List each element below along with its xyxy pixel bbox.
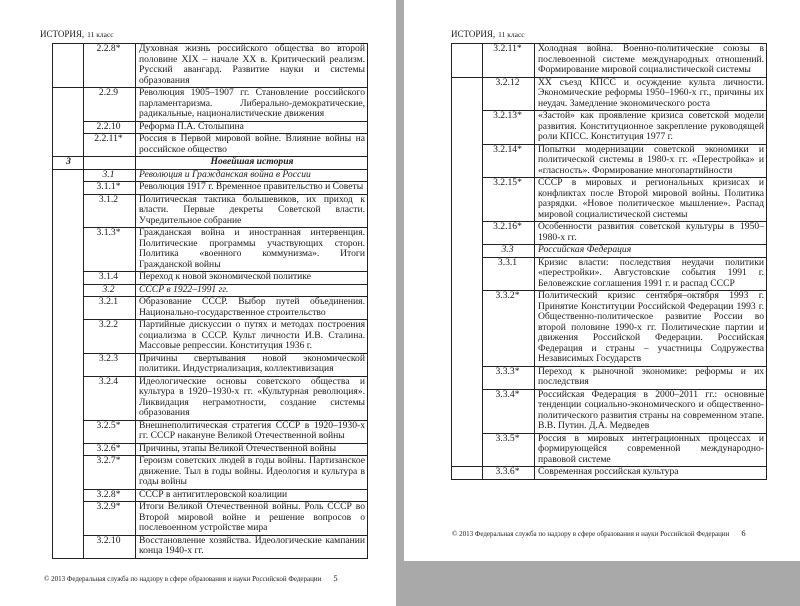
curriculum-table	[451, 43, 767, 480]
table-row	[53, 121, 368, 134]
topic-number: 3.3.4*	[483, 389, 535, 433]
section-code	[53, 456, 84, 490]
topic-description: Духовная жизнь российского общества во второй половине XIX – начале XX в. Критический реализм. Русский авангард. Развитие науки и системы образования	[136, 44, 368, 88]
topic-description: Российская Федерация	[535, 245, 767, 258]
topic-description: Внешнеполитическая стратегия СССР в 1920–1930-х гг. СССР накануне Великой Отечественной войны	[136, 420, 368, 443]
section-code	[53, 297, 84, 320]
header-subject: ИСТОРИЯ,	[451, 29, 496, 39]
section-code	[53, 194, 84, 228]
table-row	[452, 291, 767, 367]
table-row	[452, 245, 767, 258]
topic-description: Образование СССР. Выбор путей объединения. Национально-государственное строительство	[136, 297, 368, 320]
topic-description: Героизм советских людей в годы войны. Партизанское движение. Тыл в годы войны. Идеология и культура в годы войны	[136, 456, 368, 490]
topic-description: СССР в антигитлеровской коалиции	[136, 489, 368, 502]
topic-number: 3.2.14*	[483, 144, 535, 178]
copyright-footer: © 2013 Федеральная служба по надзору в сфере образования и науки Российской Федерации	[452, 530, 730, 538]
topic-number: 3.3	[483, 245, 535, 258]
table-row	[53, 194, 368, 228]
section-code	[452, 77, 483, 111]
table-row	[53, 297, 368, 320]
topic-description: Россия в мировых интеграционных процессах и формирующейся современной международно-правовой системе	[535, 433, 767, 467]
table-row	[53, 376, 368, 420]
curriculum-table	[52, 43, 368, 559]
topic-description: Россия в Первой мировой войне. Влияние войны на российское общество	[136, 134, 368, 157]
table-row	[53, 353, 368, 376]
table-row	[53, 535, 368, 558]
topic-description: Попытки модернизации советской экономики и политической системы в 1980-х гг. «Перестройка» и «гласность». Формирование многопартийности	[535, 144, 767, 178]
topic-description: Новейшая история	[136, 157, 368, 170]
section-code	[53, 272, 84, 285]
topic-number: 3.3.2*	[483, 291, 535, 367]
topic-description: Переход к новой экономической политике	[136, 272, 368, 285]
topic-description: Гражданская война и иностранная интервенция. Политические программы участвующих сторон. Политика «военного коммунизма». Итоги Гражданской войны	[136, 228, 368, 272]
topic-description: Кризис власти: последствия неудачи политики «перестройки». Августовские события 1991 г. Беловежские соглашения 1991 г. и распад СССР	[535, 257, 767, 291]
section-code	[452, 467, 483, 480]
topic-number: 3.1	[84, 169, 136, 182]
topic-description: Причины свертывания новой экономической политики. Индустриализация, коллективизация	[136, 353, 368, 376]
topic-number: 2.2.10	[84, 121, 136, 134]
topic-description: Итоги Великой Отечественной войны. Роль СССР во Второй мировой войне и решение вопросов о послевоенном устройстве мира	[136, 502, 368, 536]
topic-number: 3.2.15*	[483, 178, 535, 222]
topic-description: Российская Федерация в 2000–2011 гг.: основные тенденции социально-экономического и общественно-политического развития страны на современном этапе. В.В. Путин. Д.А. Медведев	[535, 389, 767, 433]
topic-number: 3.3.1	[483, 257, 535, 291]
topic-description: Политический кризис сентября–октября 1993 г. Принятие Конституции Российской Федерации 1993 г. Общественно-политическое развитие России во второй половине 1990-х гг. Политические партии и движения Российской Федерации. Российская Федерация и страны – участницы Содружества Независимых Государств	[535, 291, 767, 367]
section-code	[53, 502, 84, 536]
topic-number: 2.2.8*	[84, 44, 136, 88]
section-code	[452, 433, 483, 467]
topic-number: 3.2.6*	[84, 443, 136, 456]
table-row	[53, 284, 368, 297]
table-row	[452, 389, 767, 433]
section-code	[53, 44, 84, 88]
section-code	[53, 420, 84, 443]
topic-number: 3.1.3*	[84, 228, 136, 272]
table-row	[452, 257, 767, 291]
header-grade: 11 класс	[498, 30, 525, 39]
topic-description: Политическая тактика большевиков, их приход к власти. Первые декреты Советской власти. Учредительное собрание	[136, 194, 368, 228]
section-code	[452, 222, 483, 245]
topic-number: 3.2.13*	[483, 111, 535, 145]
footer-row	[452, 514, 800, 539]
topic-number: 3.2.9*	[84, 502, 136, 536]
topic-description: Особенности развития советской культуры в 1950–1980-х гг.	[535, 222, 767, 245]
section-code	[53, 443, 84, 456]
table-row	[53, 228, 368, 272]
section-code	[452, 111, 483, 145]
table-row	[452, 178, 767, 222]
table-row	[53, 320, 368, 354]
topic-description: Переход к рыночной экономике: реформы и их последствия	[535, 366, 767, 389]
table-row	[53, 272, 368, 285]
copyright-footer: © 2013 Федеральная служба по надзору в сфере образования и науки Российской Федерации	[44, 574, 322, 583]
table-row	[53, 157, 368, 170]
table-row	[452, 467, 767, 480]
header-subject: ИСТОРИЯ,	[40, 29, 85, 39]
table-row	[452, 433, 767, 467]
table-row	[53, 489, 368, 502]
section-code	[53, 121, 84, 134]
topic-description: Современная российская культура	[535, 467, 767, 480]
topic-number: 3.2	[84, 284, 136, 297]
table-row	[53, 456, 368, 490]
topic-number: 2.2.11*	[84, 134, 136, 157]
table-row	[452, 222, 767, 245]
table-row	[53, 420, 368, 443]
section-code	[53, 169, 84, 182]
topic-number: 3.2.2	[84, 320, 136, 354]
topic-number: 3.3.3*	[483, 366, 535, 389]
section-code	[452, 245, 483, 258]
topic-number: 3.1.4	[84, 272, 136, 285]
table-row	[452, 111, 767, 145]
table-row	[53, 443, 368, 456]
topic-description: Причины, этапы Великой Отечественной войны	[136, 443, 368, 456]
topic-description: Революция 1905–1907 гг. Становление российского парламентаризма. Либерально-демократические, радикальные, националистические движения	[136, 88, 368, 122]
section-code	[53, 489, 84, 502]
section-code	[53, 284, 84, 297]
topic-description: Холодная война. Военно-политические союзы в послевоенной системе международных отношений. Формирование мировой социалистической системы	[535, 44, 767, 78]
topic-number	[84, 157, 136, 170]
topic-number: 3.2.16*	[483, 222, 535, 245]
section-code	[53, 320, 84, 354]
running-header	[40, 29, 396, 41]
topic-description: Восстановление хозяйства. Идеологические кампании конца 1940-х гг.	[136, 535, 368, 558]
topic-number: 3.2.5*	[84, 420, 136, 443]
topic-description: Реформа П.А. Столыпина	[136, 121, 368, 134]
table-row	[53, 502, 368, 536]
topic-number: 2.2.9	[84, 88, 136, 122]
table-row	[452, 77, 767, 111]
section-code	[53, 134, 84, 157]
section-code	[452, 144, 483, 178]
section-code	[53, 182, 84, 195]
topic-description: «Застой» как проявление кризиса советской модели развития. Конституционное закрепление руководящей роли КПСС. Конституция 1977 г.	[535, 111, 767, 145]
page-number: 5	[333, 572, 338, 583]
topic-number: 3.2.12	[483, 77, 535, 111]
topic-number: 3.2.1	[84, 297, 136, 320]
topic-number: 3.3.5*	[483, 433, 535, 467]
table-row	[53, 88, 368, 122]
section-code	[452, 366, 483, 389]
section-code	[53, 88, 84, 122]
table-row	[452, 44, 767, 78]
section-code	[452, 257, 483, 291]
section-code	[452, 291, 483, 367]
table-row	[53, 182, 368, 195]
page-number: 6	[741, 528, 746, 538]
topic-description: Революция и Гражданская война в России	[136, 169, 368, 182]
section-code	[452, 389, 483, 433]
topic-number: 3.2.7*	[84, 456, 136, 490]
running-header	[451, 29, 800, 41]
section-code	[53, 353, 84, 376]
topic-number: 3.3.6*	[483, 467, 535, 480]
section-code	[452, 178, 483, 222]
table-row	[53, 169, 368, 182]
page-5	[0, 0, 396, 606]
table-row	[53, 134, 368, 157]
section-code	[53, 535, 84, 558]
topic-description: СССР в 1922–1991 гг.	[136, 284, 368, 297]
section-code	[452, 44, 483, 78]
topic-number: 3.1.1*	[84, 182, 136, 195]
header-grade: 11 класс	[87, 30, 114, 39]
table-row	[53, 44, 368, 88]
topic-number: 3.2.10	[84, 535, 136, 558]
section-code	[53, 228, 84, 272]
topic-number: 3.2.11*	[483, 44, 535, 78]
topic-number: 3.2.4	[84, 376, 136, 420]
footer-row	[44, 559, 396, 584]
topic-number: 3.2.3	[84, 353, 136, 376]
topic-description: Идеологические основы советского общества и культура в 1920–1930-х гг. «Культурная революция». Ликвидация неграмотности, создание системы образования	[136, 376, 368, 420]
topic-description: СССР в мировых и региональных кризисах и конфликтах после Второй мировой войны. Политика разрядки. «Новое политическое мышление». Распад мировой социалистической системы	[535, 178, 767, 222]
table-row	[452, 366, 767, 389]
topic-description: Революция 1917 г. Временное правительство и Советы	[136, 182, 368, 195]
topic-number: 3.1.2	[84, 194, 136, 228]
table-row	[452, 144, 767, 178]
page-6	[404, 0, 800, 561]
topic-description: XX съезд КПСС и осуждение культа личности. Экономические реформы 1950–1960-х гг., причины их неудач. Замедление экономического роста	[535, 77, 767, 111]
topic-number: 3.2.8*	[84, 489, 136, 502]
section-code: 3	[53, 157, 84, 170]
topic-description: Партийные дискуссии о путях и методах построения социализма в СССР. Культ личности И.В. Сталина. Массовые репрессии. Конституция 1936 г.	[136, 320, 368, 354]
section-code	[53, 376, 84, 420]
